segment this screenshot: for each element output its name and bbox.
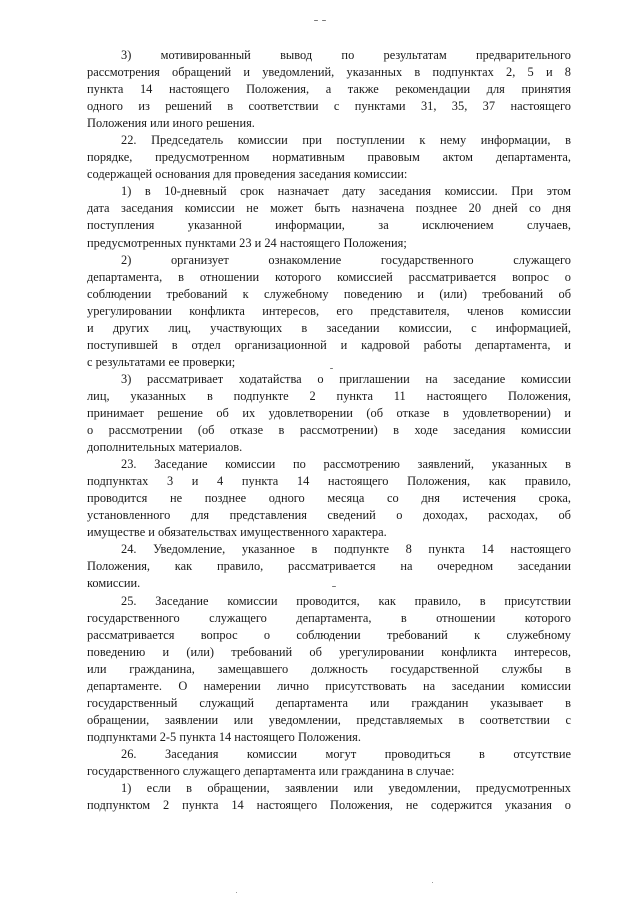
text-line: 25. Заседание комиссии проводится, как правило, в присутствии xyxy=(121,593,571,608)
text-line: подпунктах 3 и 4 пункта 14 настоящего Положения, как правило, xyxy=(87,474,571,489)
text-line: 3) мотивированный вывод по результатам предварительного xyxy=(121,48,571,62)
text-line: Положения, как правило, рассматривается на очередном заседании xyxy=(87,559,571,574)
text-line: государственный служащий департамента или гражданин указывает в xyxy=(87,695,571,710)
text-line: комиссии. xyxy=(87,576,141,591)
text-line: департамента, в отношении которого комиссией рассматривается вопрос о xyxy=(87,269,571,284)
text-line: имуществе и обязательствах имущественного характера. xyxy=(87,525,387,540)
text-line: урегулировании конфликта интересов, его представителя, членов комиссии xyxy=(87,303,571,318)
text-line: пункта 14 настоящего Положения, а также рекомендации для принятия xyxy=(87,82,571,97)
paragraph xyxy=(87,183,571,251)
text-line: соблюдении требований к служебному поведению и (или) требований об xyxy=(87,286,571,301)
paragraph xyxy=(87,456,571,541)
scan-speck xyxy=(236,892,237,893)
paragraph xyxy=(87,132,571,183)
text-line: лиц, указанных в подпункте 2 пункта 11 настоящего Положения, xyxy=(87,388,571,403)
text-line: с результатами ее проверки; xyxy=(87,354,236,369)
text-line: установленного для представления сведений о доходах, расходах, об xyxy=(87,508,571,523)
text-line: содержащей основания для проведения заседания комиссии: xyxy=(87,167,408,182)
scan-speck xyxy=(322,20,326,21)
text-line: государственного служащего департамента, в отношении которого xyxy=(87,610,571,625)
text-line: 23. Заседание комиссии по рассмотрению заявлений, указанных в xyxy=(121,457,571,472)
paragraph xyxy=(87,746,571,780)
text-line: 26. Заседания комиссии могут проводиться в отсутствие xyxy=(121,746,571,761)
text-line: поступившей в отдел организационной и кадровой работы департамента, и xyxy=(87,337,571,352)
text-line: 2) организует ознакомление государственного служащего xyxy=(121,252,571,267)
text-line: 22. Председатель комиссии при поступлении к нему информации, в xyxy=(121,133,571,148)
text-line: департаменте. О намерении лично присутствовать на заседании комиссии xyxy=(87,678,571,693)
document-body xyxy=(87,47,571,814)
text-line: Положения или иного решения. xyxy=(87,116,255,131)
text-line: рассмотрения обращений и уведомлений, указанных в подпунктах 2, 5 и 8 xyxy=(87,65,571,80)
text-line: рассматривается вопрос о соблюдении требований к служебному xyxy=(87,627,571,642)
paragraph xyxy=(87,541,571,592)
text-line: поведению и (или) требований об урегулировании конфликта интересов, xyxy=(87,644,571,659)
text-line: 1) если в обращении, заявлении или уведомлении, предусмотренных xyxy=(121,781,571,796)
text-line: обращении, заявлении или уведомлении, представляемых в соответствии с xyxy=(87,712,571,727)
text-line: дата заседания комиссии не может быть назначена позднее 20 дней со дня xyxy=(87,201,571,216)
text-line: 1) в 10-дневный срок назначает дату заседания комиссии. При этом xyxy=(121,184,571,199)
paragraph xyxy=(87,252,571,371)
text-line: 24. Уведомление, указанное в подпункте 8 пункта 14 настоящего xyxy=(121,542,571,557)
text-line: о рассмотрении (об отказе в рассмотрении) в ходе заседания комиссии xyxy=(87,423,571,438)
scan-speck xyxy=(314,20,318,21)
text-line: одного из решений в соответствии с пунктами 31, 35, 37 настоящего xyxy=(87,99,571,114)
text-line: поступления указанной информации, за исключением случаев, xyxy=(87,218,571,233)
paragraph xyxy=(87,371,571,456)
text-line: 3) рассматривает ходатайства о приглашении на заседание комиссии xyxy=(121,371,571,386)
paragraph xyxy=(87,780,571,814)
text-line: государственного служащего департамента или гражданина в случае: xyxy=(87,763,455,778)
paragraph xyxy=(87,47,571,132)
text-line: или гражданина, замещавшего должность государственной службы в xyxy=(87,661,571,676)
text-line: подпунктами 2-5 пункта 14 настоящего Положения. xyxy=(87,729,361,744)
text-line: порядке, предусмотренном нормативным правовым актом департамента, xyxy=(87,150,571,165)
paragraph xyxy=(87,593,571,746)
text-line: дополнительных материалов. xyxy=(87,440,243,455)
text-line: предусмотренных пунктами 23 и 24 настоящего Положения; xyxy=(87,235,407,250)
text-line: принимает решение об их удовлетворении (об отказе в удовлетворении) и xyxy=(87,405,571,420)
text-line: подпунктом 2 пункта 14 настоящего Положения, не содержится указания о xyxy=(87,798,571,813)
scan-speck xyxy=(432,882,433,883)
text-line: проводится не позднее одного месяца со дня истечения срока, xyxy=(87,491,571,506)
text-line: и других лиц, участвующих в заседании комиссии, с информацией, xyxy=(87,320,571,335)
